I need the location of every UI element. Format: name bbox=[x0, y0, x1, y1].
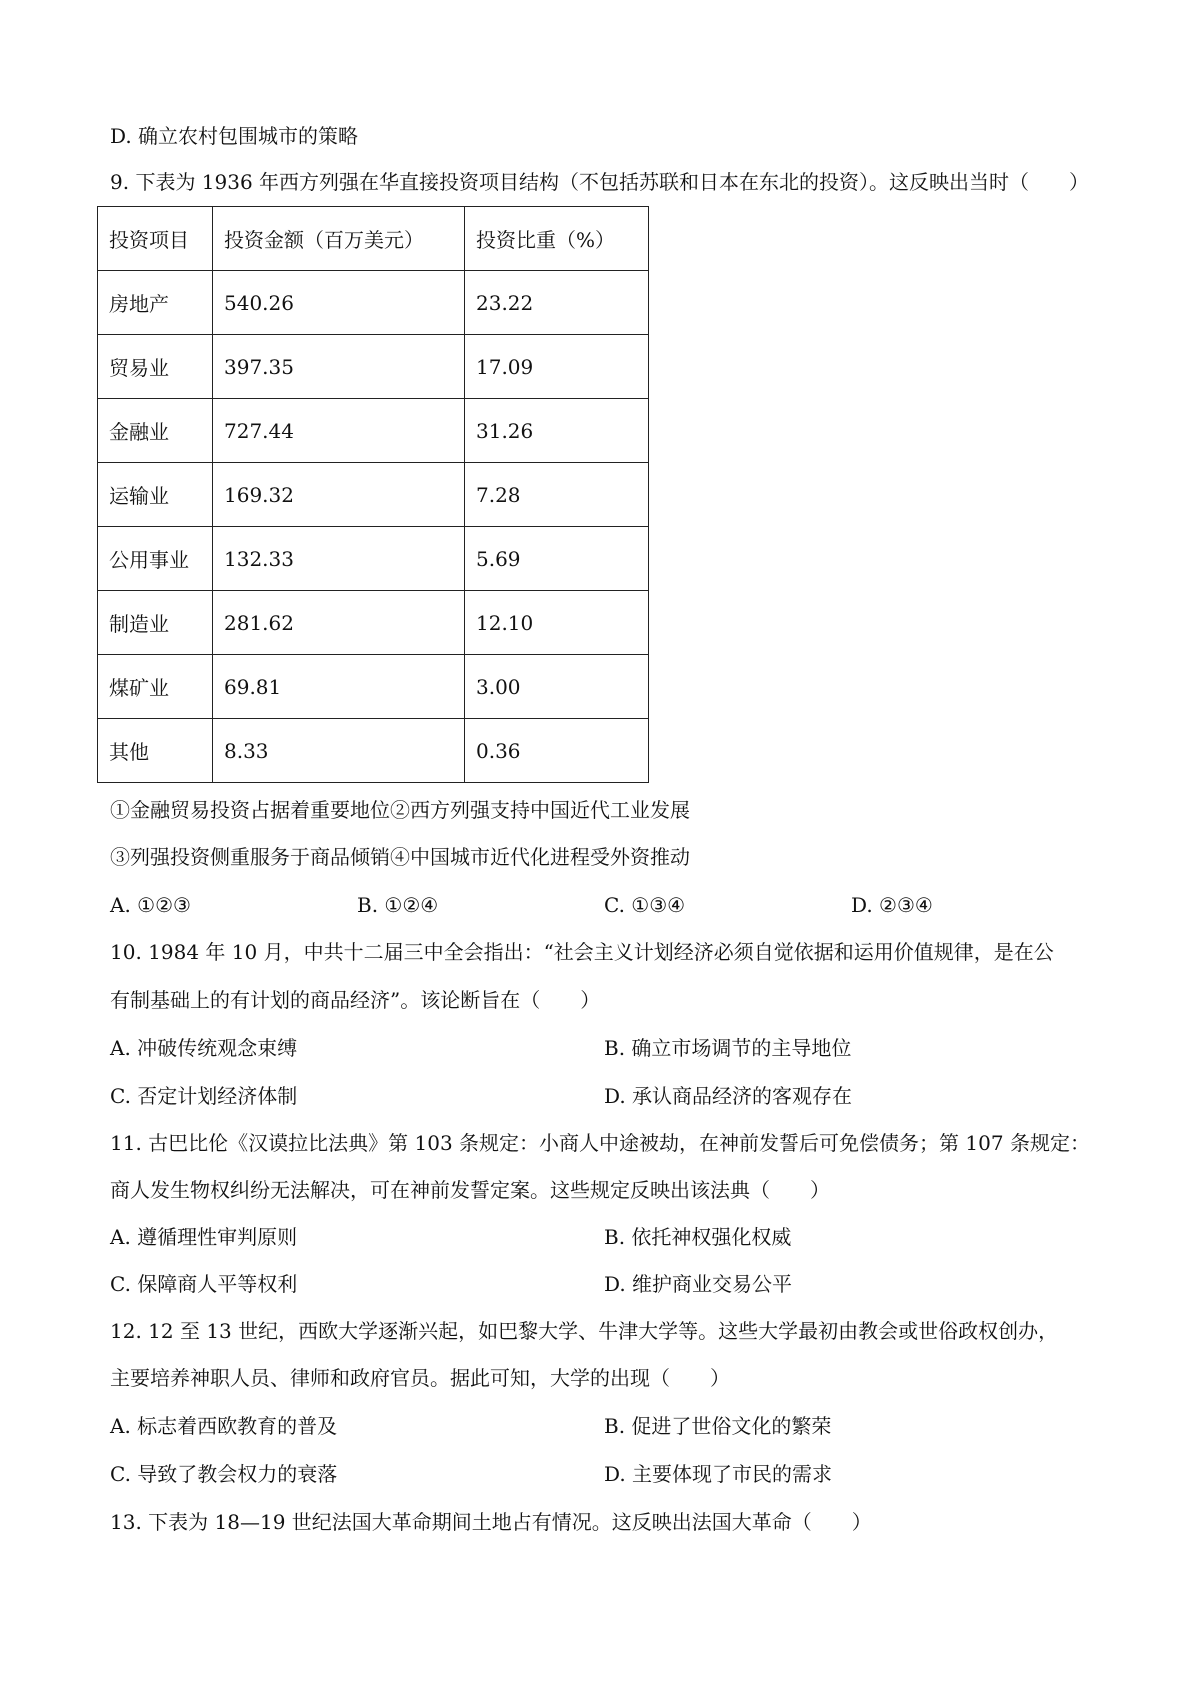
q13-stem: 13. 下表为 18—19 世纪法国大革命期间土地占有情况。这反映出法国大革命（ ） bbox=[110, 1510, 872, 1534]
table-cell: 3.00 bbox=[465, 655, 649, 719]
table-cell: 69.81 bbox=[213, 655, 465, 719]
q9-option-a[interactable]: A. ①②③ bbox=[110, 893, 191, 917]
q12-option-d[interactable]: D. 主要体现了市民的需求 bbox=[604, 1462, 833, 1486]
table-cell: 12.10 bbox=[465, 591, 649, 655]
q9-statement-1: ①金融贸易投资占据着重要地位②西方列强支持中国近代工业发展 bbox=[110, 798, 690, 822]
q12-option-b[interactable]: B. 促进了世俗文化的繁荣 bbox=[604, 1414, 832, 1438]
investment-table bbox=[97, 206, 649, 783]
q12-option-c[interactable]: C. 导致了教会权力的衰落 bbox=[110, 1462, 338, 1486]
table-header-cell: 投资金额（百万美元） bbox=[213, 207, 465, 271]
q11-option-b[interactable]: B. 依托神权强化权威 bbox=[604, 1225, 792, 1249]
table-row bbox=[98, 271, 649, 335]
table-cell: 8.33 bbox=[213, 719, 465, 783]
table-cell: 煤矿业 bbox=[98, 655, 213, 719]
q10-option-d[interactable]: D. 承认商品经济的客观存在 bbox=[604, 1084, 853, 1108]
table-header-cell: 投资比重（%） bbox=[465, 207, 649, 271]
table-row bbox=[98, 463, 649, 527]
table-cell: 公用事业 bbox=[98, 527, 213, 591]
q11-option-d[interactable]: D. 维护商业交易公平 bbox=[604, 1272, 793, 1296]
table-cell: 281.62 bbox=[213, 591, 465, 655]
q10-option-b[interactable]: B. 确立市场调节的主导地位 bbox=[604, 1036, 852, 1060]
q10-option-a[interactable]: A. 冲破传统观念束缚 bbox=[110, 1036, 298, 1060]
q11-stem-line-2: 商人发生物权纠纷无法解决，可在神前发誓定案。这些规定反映出该法典（ ） bbox=[110, 1178, 830, 1202]
table-cell: 运输业 bbox=[98, 463, 213, 527]
table-cell: 17.09 bbox=[465, 335, 649, 399]
q11-stem-line-1: 11. 古巴比伦《汉谟拉比法典》第 103 条规定：小商人中途被劫，在神前发誓后可免偿债务；第 107 条规定： bbox=[110, 1131, 1090, 1155]
q8-option-d: D. 确立农村包围城市的策略 bbox=[110, 124, 359, 148]
table-cell: 房地产 bbox=[98, 271, 213, 335]
table-cell: 制造业 bbox=[98, 591, 213, 655]
table-cell: 132.33 bbox=[213, 527, 465, 591]
q10-option-c[interactable]: C. 否定计划经济体制 bbox=[110, 1084, 298, 1108]
table-cell: 7.28 bbox=[465, 463, 649, 527]
q10-stem-line-1: 10. 1984 年 10 月，中共十二届三中全会指出：“社会主义计划经济必须自觉依据和运用价值规律，是在公 bbox=[110, 940, 1054, 964]
table-cell: 397.35 bbox=[213, 335, 465, 399]
q9-option-c[interactable]: C. ①③④ bbox=[604, 893, 686, 917]
table-row bbox=[98, 655, 649, 719]
table-row bbox=[98, 591, 649, 655]
table-row bbox=[98, 719, 649, 783]
table-row bbox=[98, 335, 649, 399]
table-cell: 其他 bbox=[98, 719, 213, 783]
table-cell: 5.69 bbox=[465, 527, 649, 591]
q9-option-b[interactable]: B. ①②④ bbox=[357, 893, 439, 917]
table-cell: 金融业 bbox=[98, 399, 213, 463]
table-row bbox=[98, 527, 649, 591]
q9-statement-2: ③列强投资侧重服务于商品倾销④中国城市近代化进程受外资推动 bbox=[110, 845, 690, 869]
q9-stem: 9. 下表为 1936 年西方列强在华直接投资项目结构（不包括苏联和日本在东北的投资）。这反映出当时（ ） bbox=[110, 170, 1090, 194]
q12-stem-line-2: 主要培养神职人员、律师和政府官员。据此可知，大学的出现（ ） bbox=[110, 1366, 730, 1390]
q12-stem-line-1: 12. 12 至 13 世纪，西欧大学逐渐兴起，如巴黎大学、牛津大学等。这些大学最初由教会或世俗政权创办， bbox=[110, 1319, 1059, 1343]
table-cell: 727.44 bbox=[213, 399, 465, 463]
table-row bbox=[98, 399, 649, 463]
q12-option-a[interactable]: A. 标志着西欧教育的普及 bbox=[110, 1414, 338, 1438]
table-cell: 540.26 bbox=[213, 271, 465, 335]
q11-option-a[interactable]: A. 遵循理性审判原则 bbox=[110, 1225, 298, 1249]
table-header-cell: 投资项目 bbox=[98, 207, 213, 271]
table-cell: 0.36 bbox=[465, 719, 649, 783]
q9-option-d[interactable]: D. ②③④ bbox=[851, 893, 933, 917]
table-cell: 169.32 bbox=[213, 463, 465, 527]
table-cell: 23.22 bbox=[465, 271, 649, 335]
table-cell: 31.26 bbox=[465, 399, 649, 463]
q10-stem-line-2: 有制基础上的有计划的商品经济”。该论断旨在（ ） bbox=[110, 988, 601, 1012]
table-cell: 贸易业 bbox=[98, 335, 213, 399]
q11-option-c[interactable]: C. 保障商人平等权利 bbox=[110, 1272, 298, 1296]
table-header-row bbox=[98, 207, 649, 271]
